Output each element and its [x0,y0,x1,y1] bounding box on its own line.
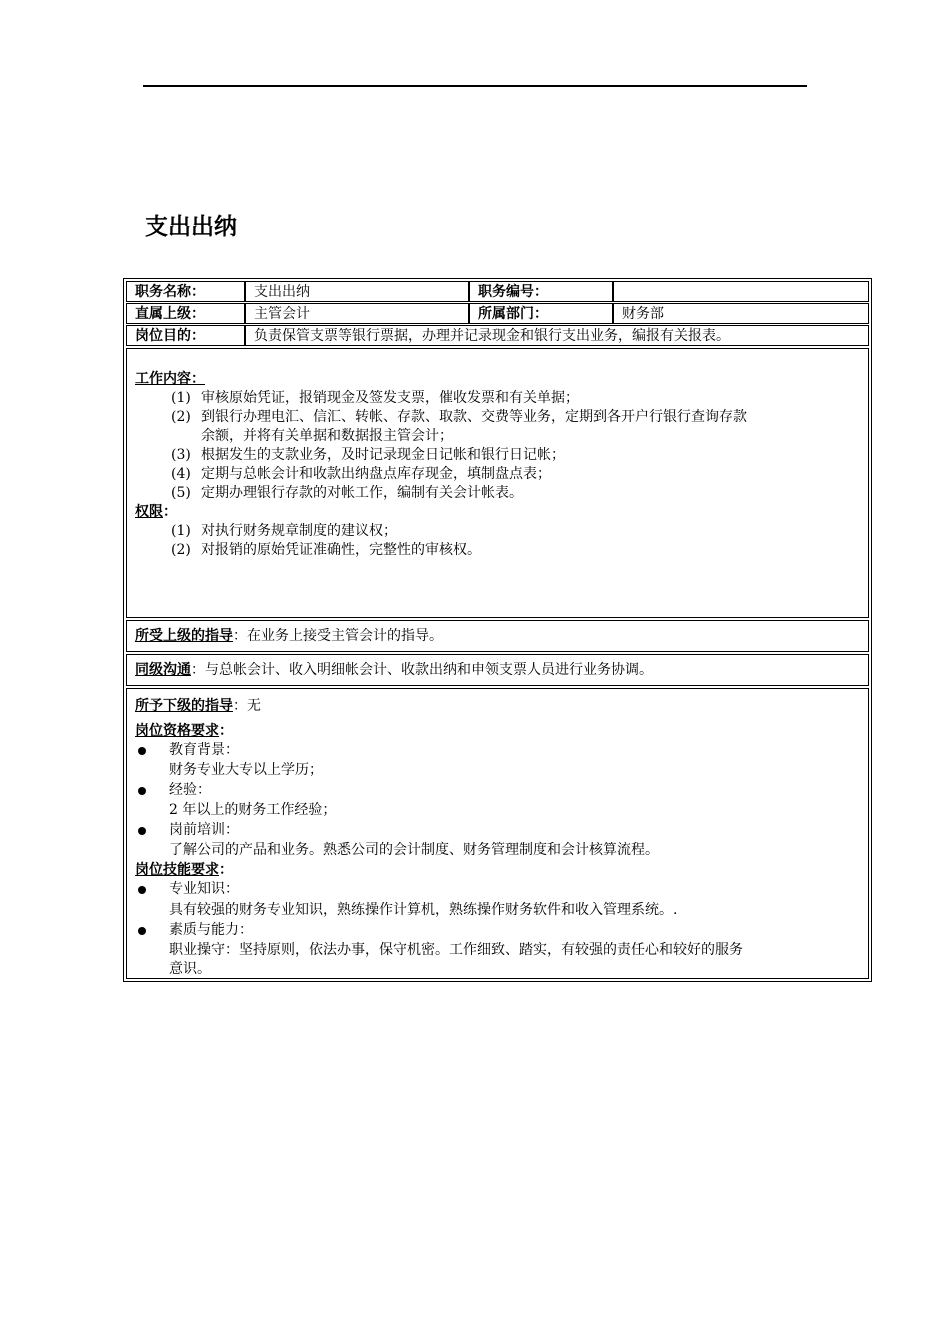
job-name-label: 职务名称： [126,281,245,302]
bullet-icon [138,886,146,894]
superior-guidance-text: ：在业务上接受主管会计的指导。 [233,628,443,644]
qualification-item-title: 经验： [169,782,211,798]
skills-item-title: 专业知识： [169,881,239,897]
skills-colon: ： [219,862,233,878]
qualification-item-text: 财务专业大专以上学历； [169,762,323,778]
authority-item-number: (2) [171,542,191,558]
qualification-colon: ： [219,723,233,739]
qualification-item-text: 了解公司的产品和业务。熟悉公司的会计制度、财务管理制度和会计核算流程。 [169,842,659,858]
subordinate-guidance-text: ：无 [233,698,261,714]
department-label: 所属部门： [469,303,613,324]
qualification-item-title: 教育背景： [169,742,239,758]
work-item-text-continued: 余额，并将有关单据和数据报主管会计； [201,428,453,444]
work-content-heading: 工作内容： [135,371,205,387]
job-name-value: 支出出纳 [245,281,469,302]
qualification-heading: 岗位资格要求 [135,723,219,739]
bullet-icon [138,787,146,795]
work-item-text: 定期与总帐会计和收款出纳盘点库存现金，填制盘点表； [201,466,551,482]
skills-item-text: 具有较强的财务专业知识，熟练操作计算机，熟练操作财务软件和收入管理系统。. [169,902,678,918]
bullet-icon [138,927,146,935]
peer-communication-text: ：与总帐会计、收入明细帐会计、收款出纳和申领支票人员进行业务协调。 [191,662,653,678]
work-item-number: (5) [171,485,191,501]
work-item-text: 定期办理银行存款的对帐工作，编制有关会计帐表。 [201,485,523,501]
work-item-number: (4) [171,466,191,482]
work-item-text: 根据发生的支款业务，及时记录现金日记帐和银行日记帐； [201,447,565,463]
authority-item-number: (1) [171,523,191,539]
authority-item-text: 对执行财务规章制度的建议权； [201,523,397,539]
qualification-item-text: 2 年以上的财务工作经验； [169,802,337,818]
work-item-number: (2) [171,409,191,425]
work-item-number: (3) [171,447,191,463]
work-item-text: 审核原始凭证，报销现金及签发支票，催收发票和有关单据； [201,390,579,406]
header-rule [143,85,807,87]
peer-communication-label: 同级沟通 [135,662,191,678]
subordinate-guidance-label: 所予下级的指导 [135,698,233,714]
bullet-icon [138,747,146,755]
work-item-number: (1) [171,390,191,406]
peer-communication-line [135,661,653,681]
supervisor-label: 直属上级： [126,303,245,324]
purpose-label: 岗位目的： [126,325,245,346]
purpose-value: 负责保管支票等银行票据，办理并记录现金和银行支出业务，编报有关报表。 [245,325,869,346]
work-item-text: 到银行办理电汇、信汇、转帐、存款、取款、交费等业务，定期到各开户行银行查询存款 [201,409,747,425]
skills-item-text-continued: 意识。 [169,961,211,977]
skills-item-text: 职业操守：坚持原则，依法办事，保守机密。工作细致、踏实，有较强的责任心和较好的服务 [169,942,743,958]
page-title: 支出出纳 [145,214,237,240]
superior-guidance-block [126,620,869,652]
skills-heading-line [135,861,233,881]
authority-heading: 权限 [135,504,163,520]
department-value: 财务部 [613,303,869,324]
work-content-block [126,348,869,618]
authority-item-text: 对报销的原始凭证准确性，完整性的审核权。 [201,542,481,558]
superior-guidance-label: 所受上级的指导 [135,628,233,644]
qualification-item-title: 岗前培训： [169,822,239,838]
bullet-icon [138,827,146,835]
subordinate-guidance-line [135,697,261,717]
skills-heading: 岗位技能要求 [135,862,219,878]
peer-communication-block [126,654,869,686]
job-code-label: 职务编号： [469,281,613,302]
authority-heading-line [135,503,177,523]
authority-colon: ： [163,504,177,520]
superior-guidance-line [135,627,443,647]
job-code-value [613,281,869,302]
skills-item-title: 素质与能力： [169,922,253,938]
qualification-heading-line [135,722,233,742]
requirements-block [126,688,869,979]
supervisor-value: 主管会计 [245,303,469,324]
